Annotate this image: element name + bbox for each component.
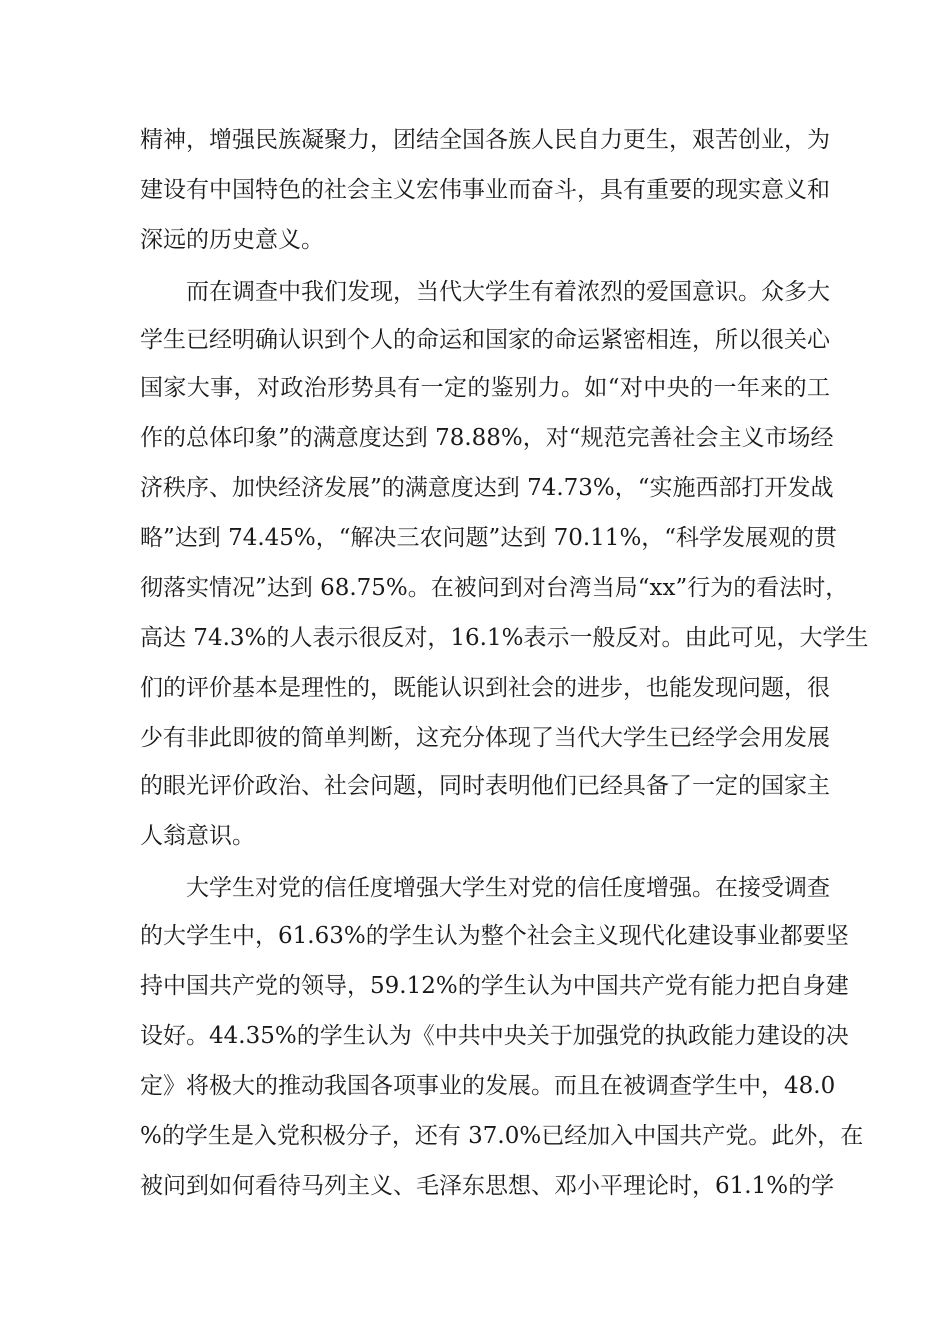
text-line: 设好。44.35%的学生认为《中共中央关于加强党的执政能力建设的决 (140, 1023, 849, 1049)
text-line: %的学生是入党积极分子，还有 37.0%已经加入中国共产党。此外，在 (140, 1123, 864, 1149)
text-line: 济秩序、加快经济发展”的满意度达到 74.73%，“实施西部打开发战 (140, 475, 834, 501)
text-line: 人翁意识。 (140, 823, 255, 849)
text-line: 高达 74.3%的人表示很反对，16.1%表示一般反对。由此可见，大学生 (140, 625, 869, 651)
text-line: 的眼光评价政治、社会问题，同时表明他们已经具备了一定的国家主 (140, 773, 830, 799)
text-line: 精神，增强民族凝聚力，团结全国各族人民自力更生，艰苦创业，为 (140, 127, 830, 153)
text-line: 作的总体印象”的满意度达到 78.88%，对“规范完善社会主义市场经 (140, 425, 834, 451)
text-line: 持中国共产党的领导，59.12%的学生认为中国共产党有能力把自身建 (140, 973, 849, 999)
text-line: 学生已经明确认识到个人的命运和国家的命运紧密相连，所以很关心 (140, 327, 830, 353)
text-line: 深远的历史意义。 (140, 227, 324, 253)
text-line: 而在调查中我们发现，当代大学生有着浓烈的爱国意识。众多大 (186, 279, 830, 305)
text-line: 大学生对党的信任度增强大学生对党的信任度增强。在接受调查 (186, 875, 830, 901)
text-line: 定》将极大的推动我国各项事业的发展。而且在被调查学生中，48.0 (140, 1073, 836, 1099)
text-line: 们的评价基本是理性的，既能认识到社会的进步，也能发现问题，很 (140, 675, 830, 701)
text-line: 彻落实情况”达到 68.75%。在被问到对台湾当局“xx”行为的看法时， (140, 575, 849, 601)
text-line: 建设有中国特色的社会主义宏伟事业而奋斗，具有重要的现实意义和 (140, 177, 830, 203)
text-line: 少有非此即彼的简单判断，这充分体现了当代大学生已经学会用发展 (140, 725, 830, 751)
text-line: 国家大事，对政治形势具有一定的鉴别力。如“对中央的一年来的工 (140, 375, 830, 401)
text-line: 略”达到 74.45%，“解决三农问题”达到 70.11%，“科学发展观的贯 (140, 525, 838, 551)
text-line: 的大学生中，61.63%的学生认为整个社会主义现代化建设事业都要坚 (140, 923, 849, 949)
text-line: 被问到如何看待马列主义、毛泽东思想、邓小平理论时，61.1%的学 (140, 1173, 835, 1199)
